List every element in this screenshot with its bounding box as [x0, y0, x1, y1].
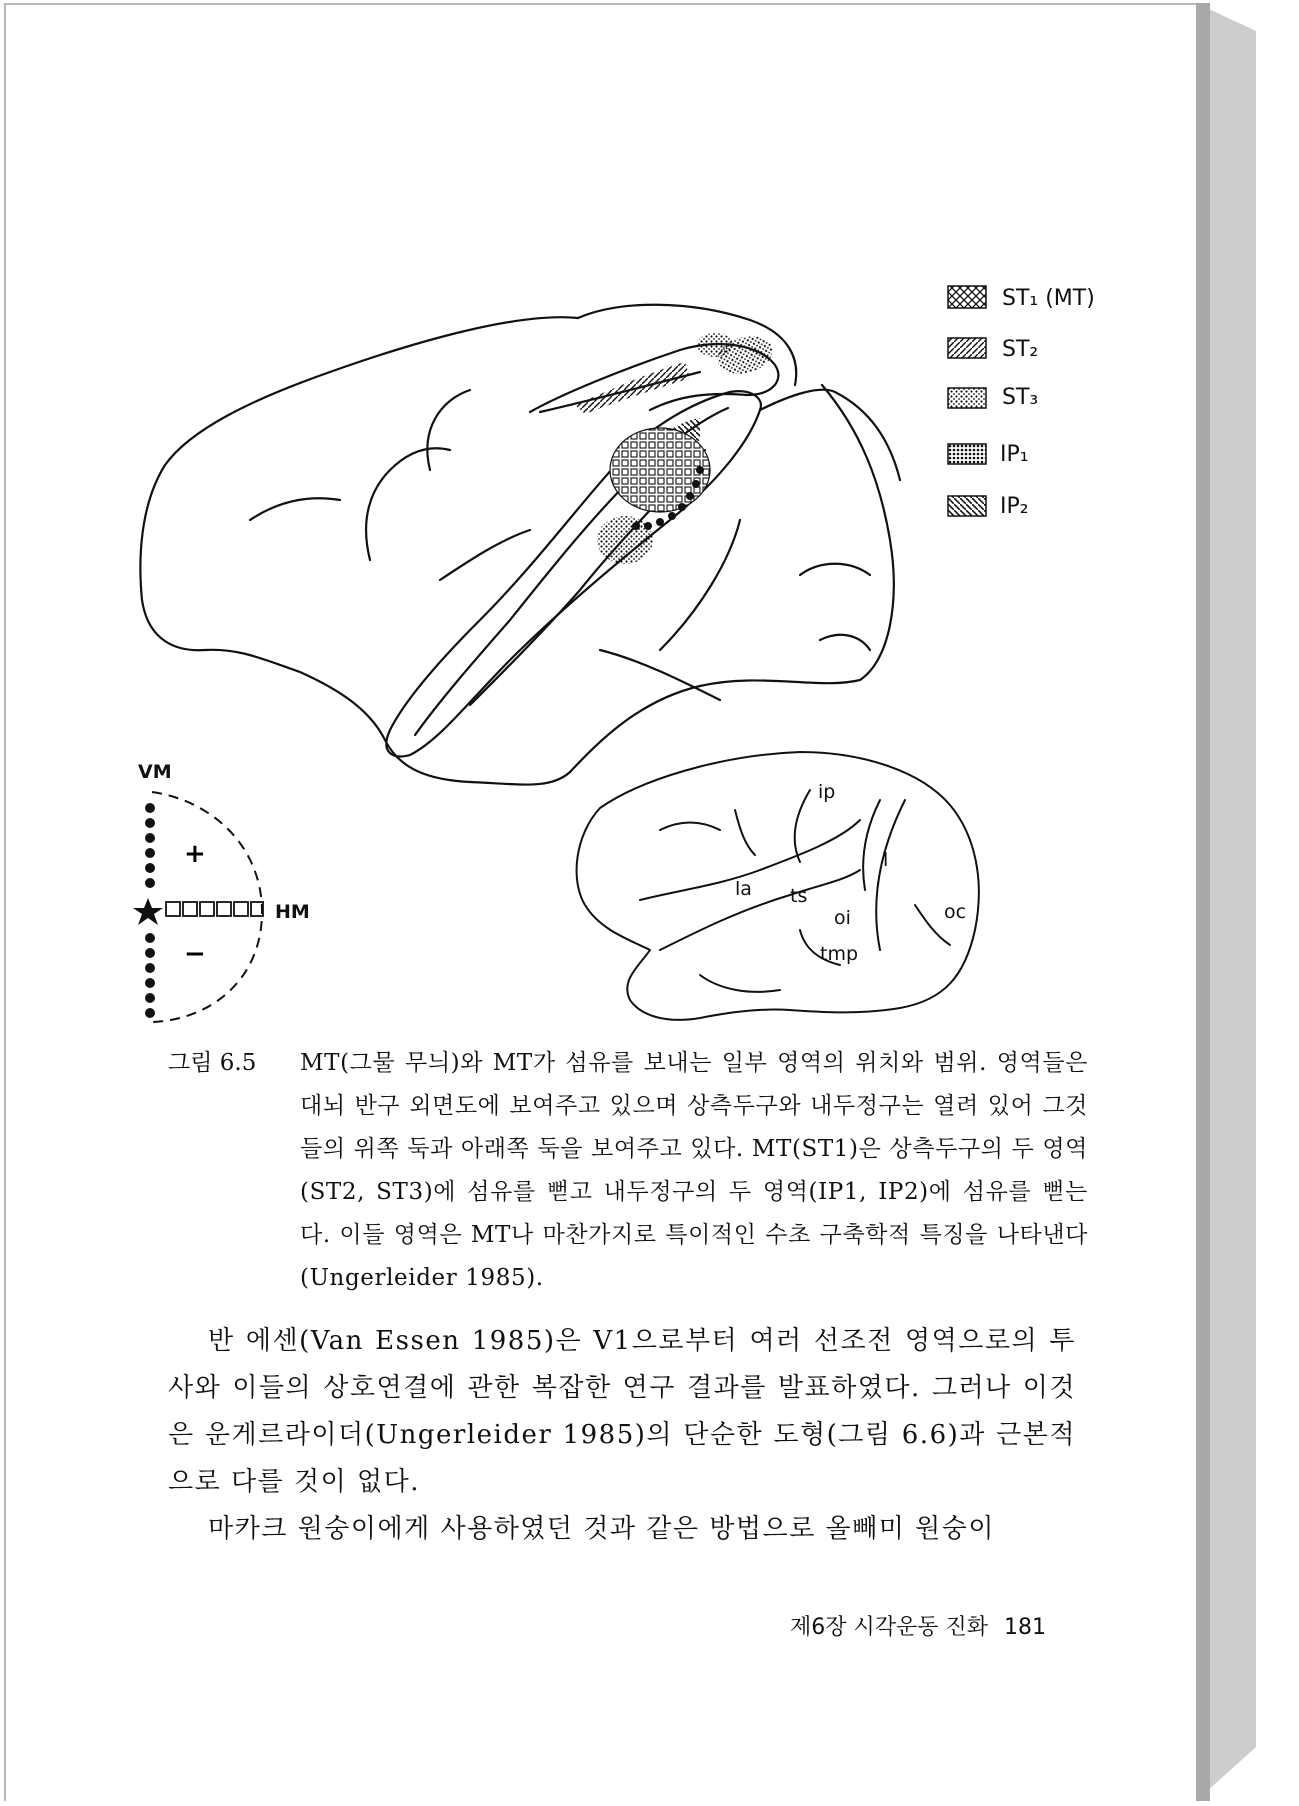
vm-label: VM — [138, 761, 172, 783]
small-brain-outline — [577, 752, 979, 1020]
page-footer — [740, 1610, 1046, 1641]
label-l: l — [883, 849, 889, 871]
st2-patch — [575, 362, 690, 414]
visual-field-diagram — [133, 761, 310, 1022]
chapter-title: 제6장 시각운동 진화 — [790, 1615, 988, 1640]
caption-text: MT(그물 무늬)와 MT가 섬유를 보내는 일부 영역의 위치와 범위. 영역들은 대뇌 반구 외면도에 보여주고 있으며 상측두구와 내두정구는 열려 있어 그것들의 위쪽 둑과 아래쪽 둑을 보여주고 있다. MT(ST1)은 상측두구의 두 영역(ST2, ST3)에 섬유를 뻗고 내두정구의 두 영역(IP1, IP2)에 섬유를 뻗는다. 이들 영역은 MT나 마찬가지로 특이적인 수초 구축학적 특징을 나타낸다(Ungerleider 1985). — [300, 1050, 1088, 1291]
body-text — [168, 1318, 1076, 1553]
label-oi: oi — [834, 907, 851, 929]
label-la: la — [735, 878, 752, 900]
hm-squares — [166, 902, 263, 916]
legend — [948, 286, 1095, 519]
plus-sign: + — [184, 839, 206, 869]
legend-item-ip2 — [948, 494, 1029, 519]
legend-item-st2 — [948, 337, 1038, 362]
ip1-patch — [597, 516, 653, 564]
legend-item-st3 — [948, 385, 1038, 410]
caption-number: 그림 6.5 — [168, 1050, 257, 1076]
figure-caption — [168, 1042, 1088, 1300]
star-icon — [133, 898, 163, 925]
legend-label-st2: ST₂ — [1002, 337, 1039, 362]
legend-label-st3: ST₃ — [1002, 385, 1039, 410]
vm-dots-lower — [145, 933, 155, 1018]
legend-label-ip1: IP₁ — [1000, 442, 1029, 467]
legend-label-st1: ST₁ (MT) — [1002, 286, 1095, 311]
st3-patch — [697, 330, 777, 379]
minus-sign: − — [184, 939, 206, 969]
label-oc: oc — [944, 901, 967, 923]
small-brain-labels — [735, 781, 966, 965]
paragraph: 반 에센(Van Essen 1985)은 V1으로부터 여러 선조전 영역으로의 투사와 이들의 상호연결에 관한 복잡한 연구 결과를 발표하였다. 그러나 이것은 운게르라이더(Ungerleider 1985)의 단순한 도형(그림 6.6)과 근본적으로 다를 것이 없다. — [168, 1326, 1076, 1497]
page-number: 181 — [1004, 1615, 1046, 1640]
legend-item-ip1 — [948, 442, 1029, 467]
label-ts: ts — [790, 885, 808, 907]
legend-label-ip2: IP₂ — [1000, 494, 1029, 519]
label-ip: ip — [818, 781, 836, 803]
st1-mt-patch — [610, 428, 710, 512]
hemisphere-outline — [140, 305, 900, 785]
legend-item-st1 — [948, 286, 1095, 311]
paragraph: 마카크 원숭이에게 사용하였던 것과 같은 방법으로 올빼미 원숭이 — [208, 1514, 995, 1544]
label-tmp: tmp — [820, 943, 859, 965]
vm-dots-upper — [145, 803, 155, 888]
hm-label: HM — [275, 901, 310, 923]
